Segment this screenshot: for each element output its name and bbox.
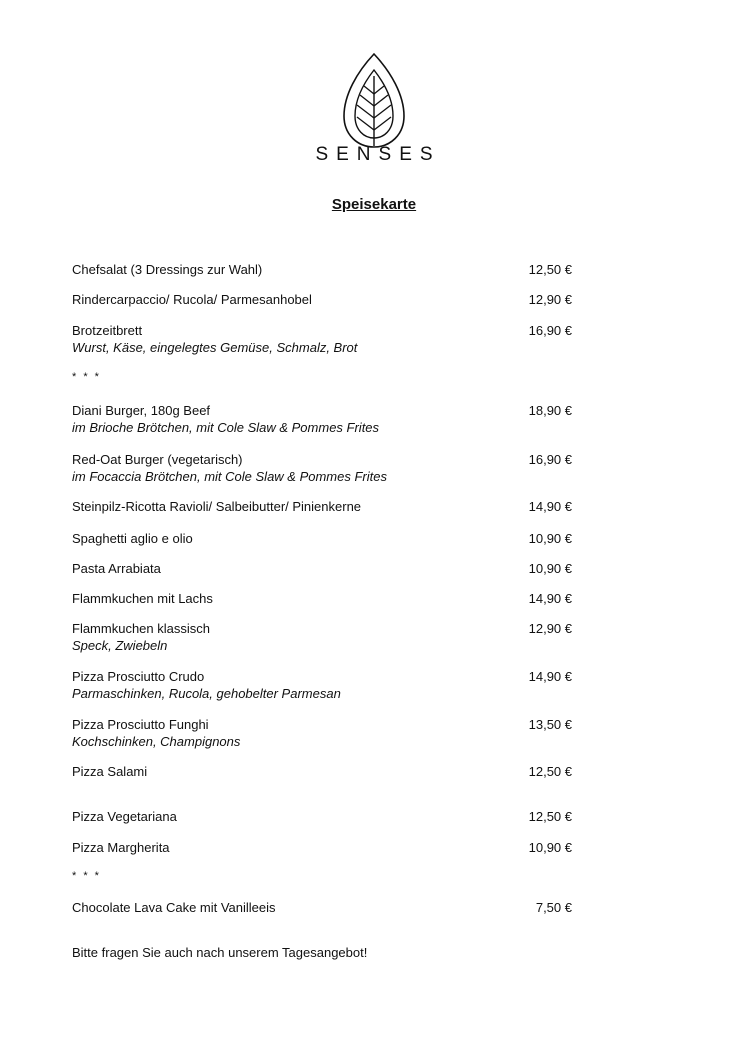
item-price: 12,90 € (528, 292, 572, 307)
menu-item (72, 291, 572, 308)
separator: * * * (72, 870, 101, 882)
item-price: 16,90 € (528, 323, 572, 338)
item-name: Pizza Vegetariana (72, 809, 177, 824)
menu-item (72, 808, 572, 825)
menu-item (72, 530, 572, 547)
footer-note: Bitte fragen Sie auch nach unserem Tagesangebot! (72, 945, 368, 960)
item-name: Flammkuchen klassisch (72, 621, 210, 636)
item-description: Speck, Zwiebeln (72, 638, 168, 653)
item-price: 18,90 € (528, 403, 572, 418)
menu-item (72, 763, 572, 780)
menu-item (72, 716, 572, 750)
menu-item (72, 899, 572, 916)
item-name: Pizza Prosciutto Crudo (72, 669, 205, 684)
item-description: im Focaccia Brötchen, mit Cole Slaw & Pommes Frites (72, 469, 387, 484)
page-title: Speisekarte (331, 196, 417, 213)
menu-item (72, 839, 572, 856)
menu-item (72, 668, 572, 702)
item-name: Spaghetti aglio e olio (72, 531, 193, 546)
item-price: 10,90 € (528, 840, 572, 855)
item-price: 13,50 € (528, 717, 572, 732)
brand-name: SENSES (315, 144, 441, 165)
item-price: 10,90 € (528, 561, 572, 576)
menu-item (72, 451, 572, 485)
item-name: Pizza Margherita (72, 840, 170, 855)
item-price: 12,90 € (528, 621, 572, 636)
item-name: Red-Oat Burger (vegetarisch) (72, 452, 243, 467)
item-name: Brotzeitbrett (72, 323, 143, 338)
item-name: Chefsalat (3 Dressings zur Wahl) (72, 262, 263, 277)
item-description: Kochschinken, Champignons (72, 734, 241, 749)
item-price: 14,90 € (528, 499, 572, 514)
menu-item (72, 261, 572, 278)
item-price: 16,90 € (528, 452, 572, 467)
item-description: im Brioche Brötchen, mit Cole Slaw & Pommes Frites (72, 420, 380, 435)
item-price: 7,50 € (535, 900, 572, 915)
item-price: 14,90 € (528, 591, 572, 606)
item-name: Pasta Arrabiata (72, 561, 161, 576)
menu-item (72, 560, 572, 577)
item-name: Rindercarpaccio/ Rucola/ Parmesanhobel (72, 292, 312, 307)
item-price: 10,90 € (528, 531, 572, 546)
item-name: Chocolate Lava Cake mit Vanilleeis (72, 900, 276, 915)
item-price: 12,50 € (528, 809, 572, 824)
item-name: Diani Burger, 180g Beef (72, 403, 211, 418)
item-price: 14,90 € (528, 669, 572, 684)
item-price: 12,50 € (528, 764, 572, 779)
item-description: Wurst, Käse, eingelegtes Gemüse, Schmalz, Brot (72, 340, 358, 355)
menu-item (72, 590, 572, 607)
item-description: Parmaschinken, Rucola, gehobelter Parmesan (72, 686, 341, 701)
item-name: Steinpilz-Ricotta Ravioli/ Salbeibutter/ Pinienkerne (72, 499, 362, 514)
menu-item (72, 498, 572, 515)
menu-item (72, 402, 572, 436)
item-name: Pizza Prosciutto Funghi (72, 717, 209, 732)
menu-item (72, 322, 572, 356)
separator: * * * (72, 371, 101, 383)
item-name: Flammkuchen mit Lachs (72, 591, 213, 606)
menu-item (72, 620, 572, 654)
item-price: 12,50 € (528, 262, 572, 277)
item-name: Pizza Salami (72, 764, 148, 779)
